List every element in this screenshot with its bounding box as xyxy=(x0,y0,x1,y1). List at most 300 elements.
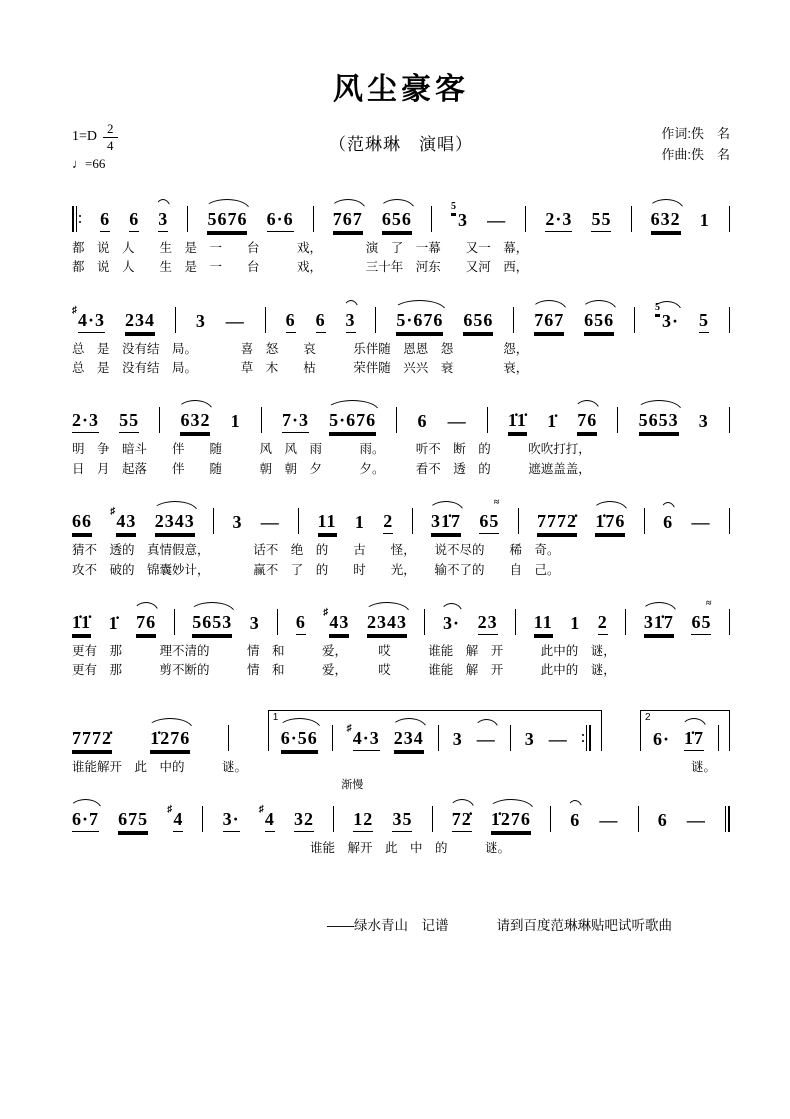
note-group xyxy=(136,613,156,635)
note-group xyxy=(72,411,99,433)
barline xyxy=(313,206,314,232)
note-text: 3· xyxy=(223,810,240,832)
begin-repeat-barline xyxy=(72,206,81,232)
lyric-row xyxy=(72,661,730,680)
key-signature: 1=D xyxy=(72,128,98,144)
lyric-text: 都 说 人 生 是 一 台 戏， 三十年 河东 又河 西， xyxy=(72,260,529,275)
barline xyxy=(265,307,266,333)
lyric-text: 总 是 没有结 局。 喜 怒 哀 乐伴随 恩恩 怨 怨， xyxy=(72,341,529,356)
song-title: 风尘豪客 xyxy=(333,73,469,106)
note-group xyxy=(192,613,232,635)
note-text: 3· xyxy=(662,310,680,331)
note-text: 3 xyxy=(524,728,535,749)
note-text: — xyxy=(599,810,619,830)
listen-note: 请到百度范琳琳贴吧试听歌曲 xyxy=(496,918,672,934)
note-text: 3· xyxy=(443,612,461,633)
barline xyxy=(729,407,730,433)
lyric-row xyxy=(72,359,730,378)
slur-arc-icon xyxy=(681,718,707,729)
note-text: 55 xyxy=(591,210,611,232)
grace-note: 5 xyxy=(655,301,661,313)
note-text: 32 xyxy=(294,810,314,832)
repeat-dot-icon xyxy=(79,221,81,223)
note-text: 1̇276 xyxy=(150,729,190,751)
note-group xyxy=(431,512,461,534)
note-group xyxy=(644,613,674,635)
note-text: 1̇1̇ xyxy=(72,613,91,635)
barline xyxy=(412,508,413,534)
note-text: 65 xyxy=(691,613,711,635)
note-text: — xyxy=(476,728,496,749)
note-group xyxy=(452,810,472,832)
note-text: 234 xyxy=(125,311,155,333)
barline-thick xyxy=(72,206,74,232)
lyric-row xyxy=(72,561,730,580)
note-group xyxy=(392,810,412,832)
note-text: 6· xyxy=(652,728,670,749)
note-group xyxy=(150,729,190,751)
note-text: 656 xyxy=(463,311,493,333)
repeat-dot-icon xyxy=(582,740,584,742)
note-text: 35 xyxy=(392,810,412,832)
note-group xyxy=(663,513,673,534)
note-text: 6 xyxy=(570,810,581,830)
note-group xyxy=(570,614,580,635)
note-text: 3 xyxy=(158,210,168,232)
note-text: 2·3 xyxy=(545,210,572,232)
tempo-change-mark: 渐慢 xyxy=(341,779,364,791)
note-text: 1̇7 xyxy=(684,729,704,751)
note-text: 1̇76 xyxy=(595,512,625,534)
note-group xyxy=(119,411,139,433)
note-group xyxy=(599,811,618,832)
barline xyxy=(729,508,730,534)
note-group xyxy=(72,304,106,333)
note-text: — xyxy=(686,810,706,830)
lyric-row xyxy=(72,839,730,858)
note-group xyxy=(584,311,614,333)
note-text: 675 xyxy=(118,810,148,832)
ornament-icon: ≈ xyxy=(493,497,500,509)
lyric-text-right: 谜。 xyxy=(690,759,716,774)
note-text: 1̇ xyxy=(108,612,119,633)
note-text: 3 xyxy=(452,728,463,749)
note-group xyxy=(180,411,210,433)
repeat-dot-icon xyxy=(582,734,584,736)
note-text: 6·7 xyxy=(72,810,99,832)
ending-bracket-2 xyxy=(640,710,730,751)
lyric-text: 谁能 解开 此 中 的 谜。 xyxy=(310,841,511,855)
barline xyxy=(228,725,229,751)
end-repeat-barline xyxy=(582,725,591,751)
note-group xyxy=(318,512,337,534)
note-group xyxy=(477,730,496,751)
credits-block xyxy=(661,122,730,166)
slur-arc-icon xyxy=(391,718,427,729)
barline xyxy=(718,725,719,751)
note-text: 1̇276 xyxy=(491,810,531,832)
tempo-value: =66 xyxy=(85,156,106,172)
note-group xyxy=(282,411,309,433)
note-text: 43 xyxy=(116,512,136,534)
barline xyxy=(298,508,299,534)
barline xyxy=(518,508,519,534)
lyric-text: 猜不 透的 真情假意， 话不 绝 的 古 怪， 说不尽的 稀 奇。 xyxy=(72,543,560,558)
note-group xyxy=(651,210,681,232)
note-group xyxy=(525,730,535,751)
note-group xyxy=(267,210,294,232)
score-line xyxy=(72,690,730,777)
note-text: 234 xyxy=(394,729,424,751)
note-text: 3 xyxy=(698,411,709,432)
repeat-dot-icon xyxy=(79,215,81,217)
barline xyxy=(631,206,632,232)
note-group xyxy=(323,606,350,635)
note-group xyxy=(547,412,557,433)
time-signature xyxy=(103,122,118,152)
note-group xyxy=(700,211,710,232)
note-group xyxy=(316,311,326,333)
sharp-icon: ♯ xyxy=(110,506,116,518)
key-signature-block xyxy=(72,122,222,172)
note-group xyxy=(232,513,242,534)
notation-row xyxy=(72,488,730,534)
note-group xyxy=(639,411,679,433)
note-group xyxy=(699,311,709,333)
barline xyxy=(438,725,439,751)
note-text: 55 xyxy=(119,411,139,433)
note-text: 6 xyxy=(663,512,674,533)
note-text: 6 xyxy=(100,210,110,232)
note-group xyxy=(534,613,553,635)
note-group xyxy=(118,810,148,832)
note-text: 2343 xyxy=(155,512,195,534)
grace-note: 5 xyxy=(451,200,457,212)
note-text: 767 xyxy=(534,311,564,333)
note-text: 6 xyxy=(129,210,139,232)
score-header xyxy=(72,122,730,172)
note-group xyxy=(684,729,704,751)
note-group xyxy=(691,597,712,635)
ending-bracket-1 xyxy=(268,710,602,751)
note-text: 4 xyxy=(265,810,275,832)
note-text: 11 xyxy=(534,613,553,635)
note-text: 656 xyxy=(584,311,614,333)
note-text: 5653 xyxy=(639,411,679,433)
note-text: 7772̇ xyxy=(72,729,112,751)
note-group xyxy=(508,411,527,433)
ending-notes xyxy=(280,722,591,751)
note-text: 1̇ xyxy=(547,411,558,432)
performer-subtitle: （范琳琳 演唱） xyxy=(329,135,473,154)
notation-row xyxy=(72,690,730,751)
barline xyxy=(277,609,278,635)
slur-arc-icon xyxy=(474,719,499,730)
slur-arc-icon xyxy=(393,300,446,311)
note-text: 7772̇ xyxy=(537,512,577,534)
barline-thin xyxy=(586,725,587,751)
note-text: — xyxy=(691,512,711,533)
note-text: 4 xyxy=(173,810,183,832)
note-text: 632 xyxy=(651,210,681,232)
note-text: — xyxy=(225,310,245,331)
note-text: 3 xyxy=(195,310,206,331)
barline xyxy=(213,508,214,534)
note-group xyxy=(250,614,260,635)
barline xyxy=(729,307,730,333)
note-text: 1 xyxy=(570,612,581,633)
note-text: 5·676 xyxy=(329,411,376,433)
barline xyxy=(634,307,635,333)
note-text: 31̇7 xyxy=(644,613,674,635)
note-group xyxy=(125,311,155,333)
note-group xyxy=(383,512,393,534)
note-group xyxy=(261,513,280,534)
note-text: 3 xyxy=(232,512,243,533)
note-group xyxy=(417,412,427,433)
note-group xyxy=(463,311,493,333)
note-text: 11 xyxy=(318,512,337,534)
note-group xyxy=(598,613,608,635)
note-group xyxy=(100,210,110,232)
note-text: — xyxy=(548,728,568,749)
lyric-row xyxy=(72,258,730,277)
transcriber-note: ——绿水青山 记谱 xyxy=(327,918,449,934)
quarter-note-icon: ♩ xyxy=(72,156,85,172)
note-group xyxy=(72,810,99,832)
note-group xyxy=(699,412,709,433)
note-text: 4·3 xyxy=(78,311,105,333)
note-group xyxy=(294,810,314,832)
sharp-icon: ♯ xyxy=(346,722,352,734)
barline xyxy=(644,508,645,534)
note-text: 6 xyxy=(657,810,668,830)
note-text: 1 xyxy=(230,411,241,432)
slur-arc-icon xyxy=(581,300,617,311)
note-text: 1 xyxy=(354,512,365,533)
note-text: 66 xyxy=(72,512,92,534)
lyric-row xyxy=(72,460,730,479)
note-group xyxy=(570,811,580,832)
note-text: 767 xyxy=(333,210,363,232)
note-group xyxy=(281,729,318,751)
barline xyxy=(729,206,730,232)
note-text: 12 xyxy=(353,810,373,832)
note-text: 1 xyxy=(699,209,710,230)
note-text: 2343 xyxy=(367,613,407,635)
barline xyxy=(638,806,639,832)
ornament-icon: ≈ xyxy=(705,597,712,609)
ending-number: 1 xyxy=(272,711,279,723)
note-group xyxy=(451,200,469,232)
barline xyxy=(332,725,333,751)
slur-arc-icon xyxy=(531,300,567,311)
barline-thick xyxy=(589,725,591,751)
note-text: 72̇ xyxy=(452,810,472,832)
lyric-row xyxy=(72,340,730,359)
ending-number: 2 xyxy=(644,711,651,723)
sharp-icon: ♯ xyxy=(258,804,264,815)
barline xyxy=(513,307,514,333)
note-group xyxy=(158,210,168,232)
score-line xyxy=(72,488,730,580)
score-line xyxy=(72,779,730,858)
time-signature-denominator: 4 xyxy=(107,137,114,153)
score-line xyxy=(72,287,730,379)
barline xyxy=(396,407,397,433)
notation-row xyxy=(72,186,730,232)
barline-thin xyxy=(725,806,726,832)
repeat-dots-icon xyxy=(79,215,81,223)
note-group xyxy=(129,210,139,232)
sharp-icon: ♯ xyxy=(323,606,329,618)
lyric-text: 总 是 没有结 局。 草 木 枯 荣伴随 兴兴 衰 衰， xyxy=(72,361,529,375)
barline xyxy=(625,609,626,635)
lyricist-credit: 作词:佚 名 xyxy=(661,126,730,141)
note-group xyxy=(367,613,407,635)
note-text: 23 xyxy=(478,613,498,635)
sharp-icon: ♯ xyxy=(72,304,77,316)
lyric-row xyxy=(72,239,730,258)
note-group xyxy=(478,613,498,635)
score-line xyxy=(72,186,730,278)
barline xyxy=(432,806,433,832)
note-text: 6 xyxy=(286,311,296,333)
lyric-text: 更有 那 剪不断的 情 和 爱， 哎 谁能 解 开 此中的 谜， xyxy=(72,663,616,678)
note-text: 3 xyxy=(458,209,469,230)
note-group xyxy=(196,312,206,333)
note-group xyxy=(231,412,241,433)
notation-row xyxy=(72,779,730,832)
barline-thick xyxy=(728,806,730,832)
note-group xyxy=(382,210,412,232)
barline xyxy=(333,806,334,832)
repeat-dots-icon xyxy=(582,734,584,742)
note-text: 2 xyxy=(598,613,608,635)
note-group xyxy=(453,730,463,751)
note-group xyxy=(534,311,564,333)
slur-arc-icon xyxy=(278,718,321,729)
composer-credit: 作曲:佚 名 xyxy=(661,146,730,162)
slur-arc-icon xyxy=(147,718,193,729)
tempo-marking xyxy=(72,156,222,172)
note-text: 5 xyxy=(699,311,709,333)
note-group xyxy=(155,512,195,534)
note-group xyxy=(595,512,625,534)
note-group xyxy=(655,301,680,333)
note-text: 6·6 xyxy=(267,210,294,232)
note-group xyxy=(448,412,467,433)
note-text: 6 xyxy=(417,411,428,432)
note-text: 6·56 xyxy=(281,729,318,751)
notation-row xyxy=(72,589,730,635)
note-group xyxy=(72,512,92,534)
barline xyxy=(617,407,618,433)
note-group xyxy=(329,411,376,433)
note-text: 1̇1̇ xyxy=(508,411,527,433)
barline xyxy=(375,307,376,333)
note-text: 2·3 xyxy=(72,411,99,433)
barline xyxy=(174,609,175,635)
note-group xyxy=(110,506,137,534)
note-group xyxy=(109,614,119,635)
lyric-row xyxy=(72,541,730,560)
note-text: 2 xyxy=(383,512,393,534)
note-text: 65 xyxy=(479,512,499,534)
note-group xyxy=(333,210,363,232)
final-barline xyxy=(725,806,730,832)
ending-notes xyxy=(653,725,719,751)
note-text: 6 xyxy=(316,311,326,333)
note-group xyxy=(537,512,577,534)
note-text: 5·676 xyxy=(396,311,443,333)
barline xyxy=(187,206,188,232)
notation-row xyxy=(72,387,730,433)
note-text: 656 xyxy=(382,210,412,232)
barline xyxy=(159,407,160,433)
barline xyxy=(729,609,730,635)
note-group xyxy=(653,730,670,751)
barline xyxy=(525,206,526,232)
note-group xyxy=(341,779,374,832)
note-text: 7·3 xyxy=(282,411,309,433)
barline xyxy=(261,407,262,433)
lyric-text: 都 说 人 生 是 一 台 戏， 演 了 一幕 又一 幕， xyxy=(72,240,529,255)
lyric-text: 更有 那 理不清的 情 和 爱， 哎 谁能 解 开 此中的 谜， xyxy=(72,643,616,658)
note-text: 632 xyxy=(180,411,210,433)
lyric-row xyxy=(72,440,730,459)
note-group xyxy=(687,811,706,832)
note-group xyxy=(577,411,597,433)
slur-arc-icon xyxy=(343,300,359,311)
note-group xyxy=(286,311,296,333)
footer xyxy=(72,914,730,934)
lyric-text: 日 月 起落 伴 随 朝 朝 夕 夕。 看不 透 的 遮遮盖盖， xyxy=(72,461,591,476)
note-group xyxy=(346,311,356,333)
note-text: 43 xyxy=(329,613,349,635)
note-text: 6 xyxy=(296,613,306,635)
note-group xyxy=(258,804,275,832)
barline xyxy=(510,725,511,751)
score-line xyxy=(72,589,730,681)
note-group xyxy=(226,312,245,333)
score-body xyxy=(72,186,730,859)
note-group xyxy=(591,210,611,232)
note-group xyxy=(487,211,506,232)
lyric-text: 明 争 暗斗 伴 随 风 风 雨 雨。 听不 断 的 吹吹打打， xyxy=(72,442,591,457)
note-text: 3 xyxy=(346,311,356,333)
note-group xyxy=(296,613,306,635)
note-text: — xyxy=(447,411,467,432)
barline xyxy=(175,307,176,333)
note-text: 76 xyxy=(136,613,156,635)
score-line xyxy=(72,387,730,479)
sharp-icon: ♯ xyxy=(167,804,173,815)
note-group xyxy=(72,613,91,635)
note-group xyxy=(549,730,568,751)
barline xyxy=(487,407,488,433)
note-group xyxy=(394,729,424,751)
barline xyxy=(424,609,425,635)
lyric-text: 谁能解开 此 中的 谜。 xyxy=(72,759,248,774)
note-group xyxy=(355,513,365,534)
lyric-text: 攻不 破的 锦囊妙计， 赢不 了 的 时 光， 输不了的 自 己。 xyxy=(72,562,560,577)
note-text: 76 xyxy=(577,411,597,433)
note-group xyxy=(545,210,572,232)
lyric-row xyxy=(72,758,730,777)
note-group xyxy=(479,497,500,534)
note-text: 4·3 xyxy=(353,729,380,751)
